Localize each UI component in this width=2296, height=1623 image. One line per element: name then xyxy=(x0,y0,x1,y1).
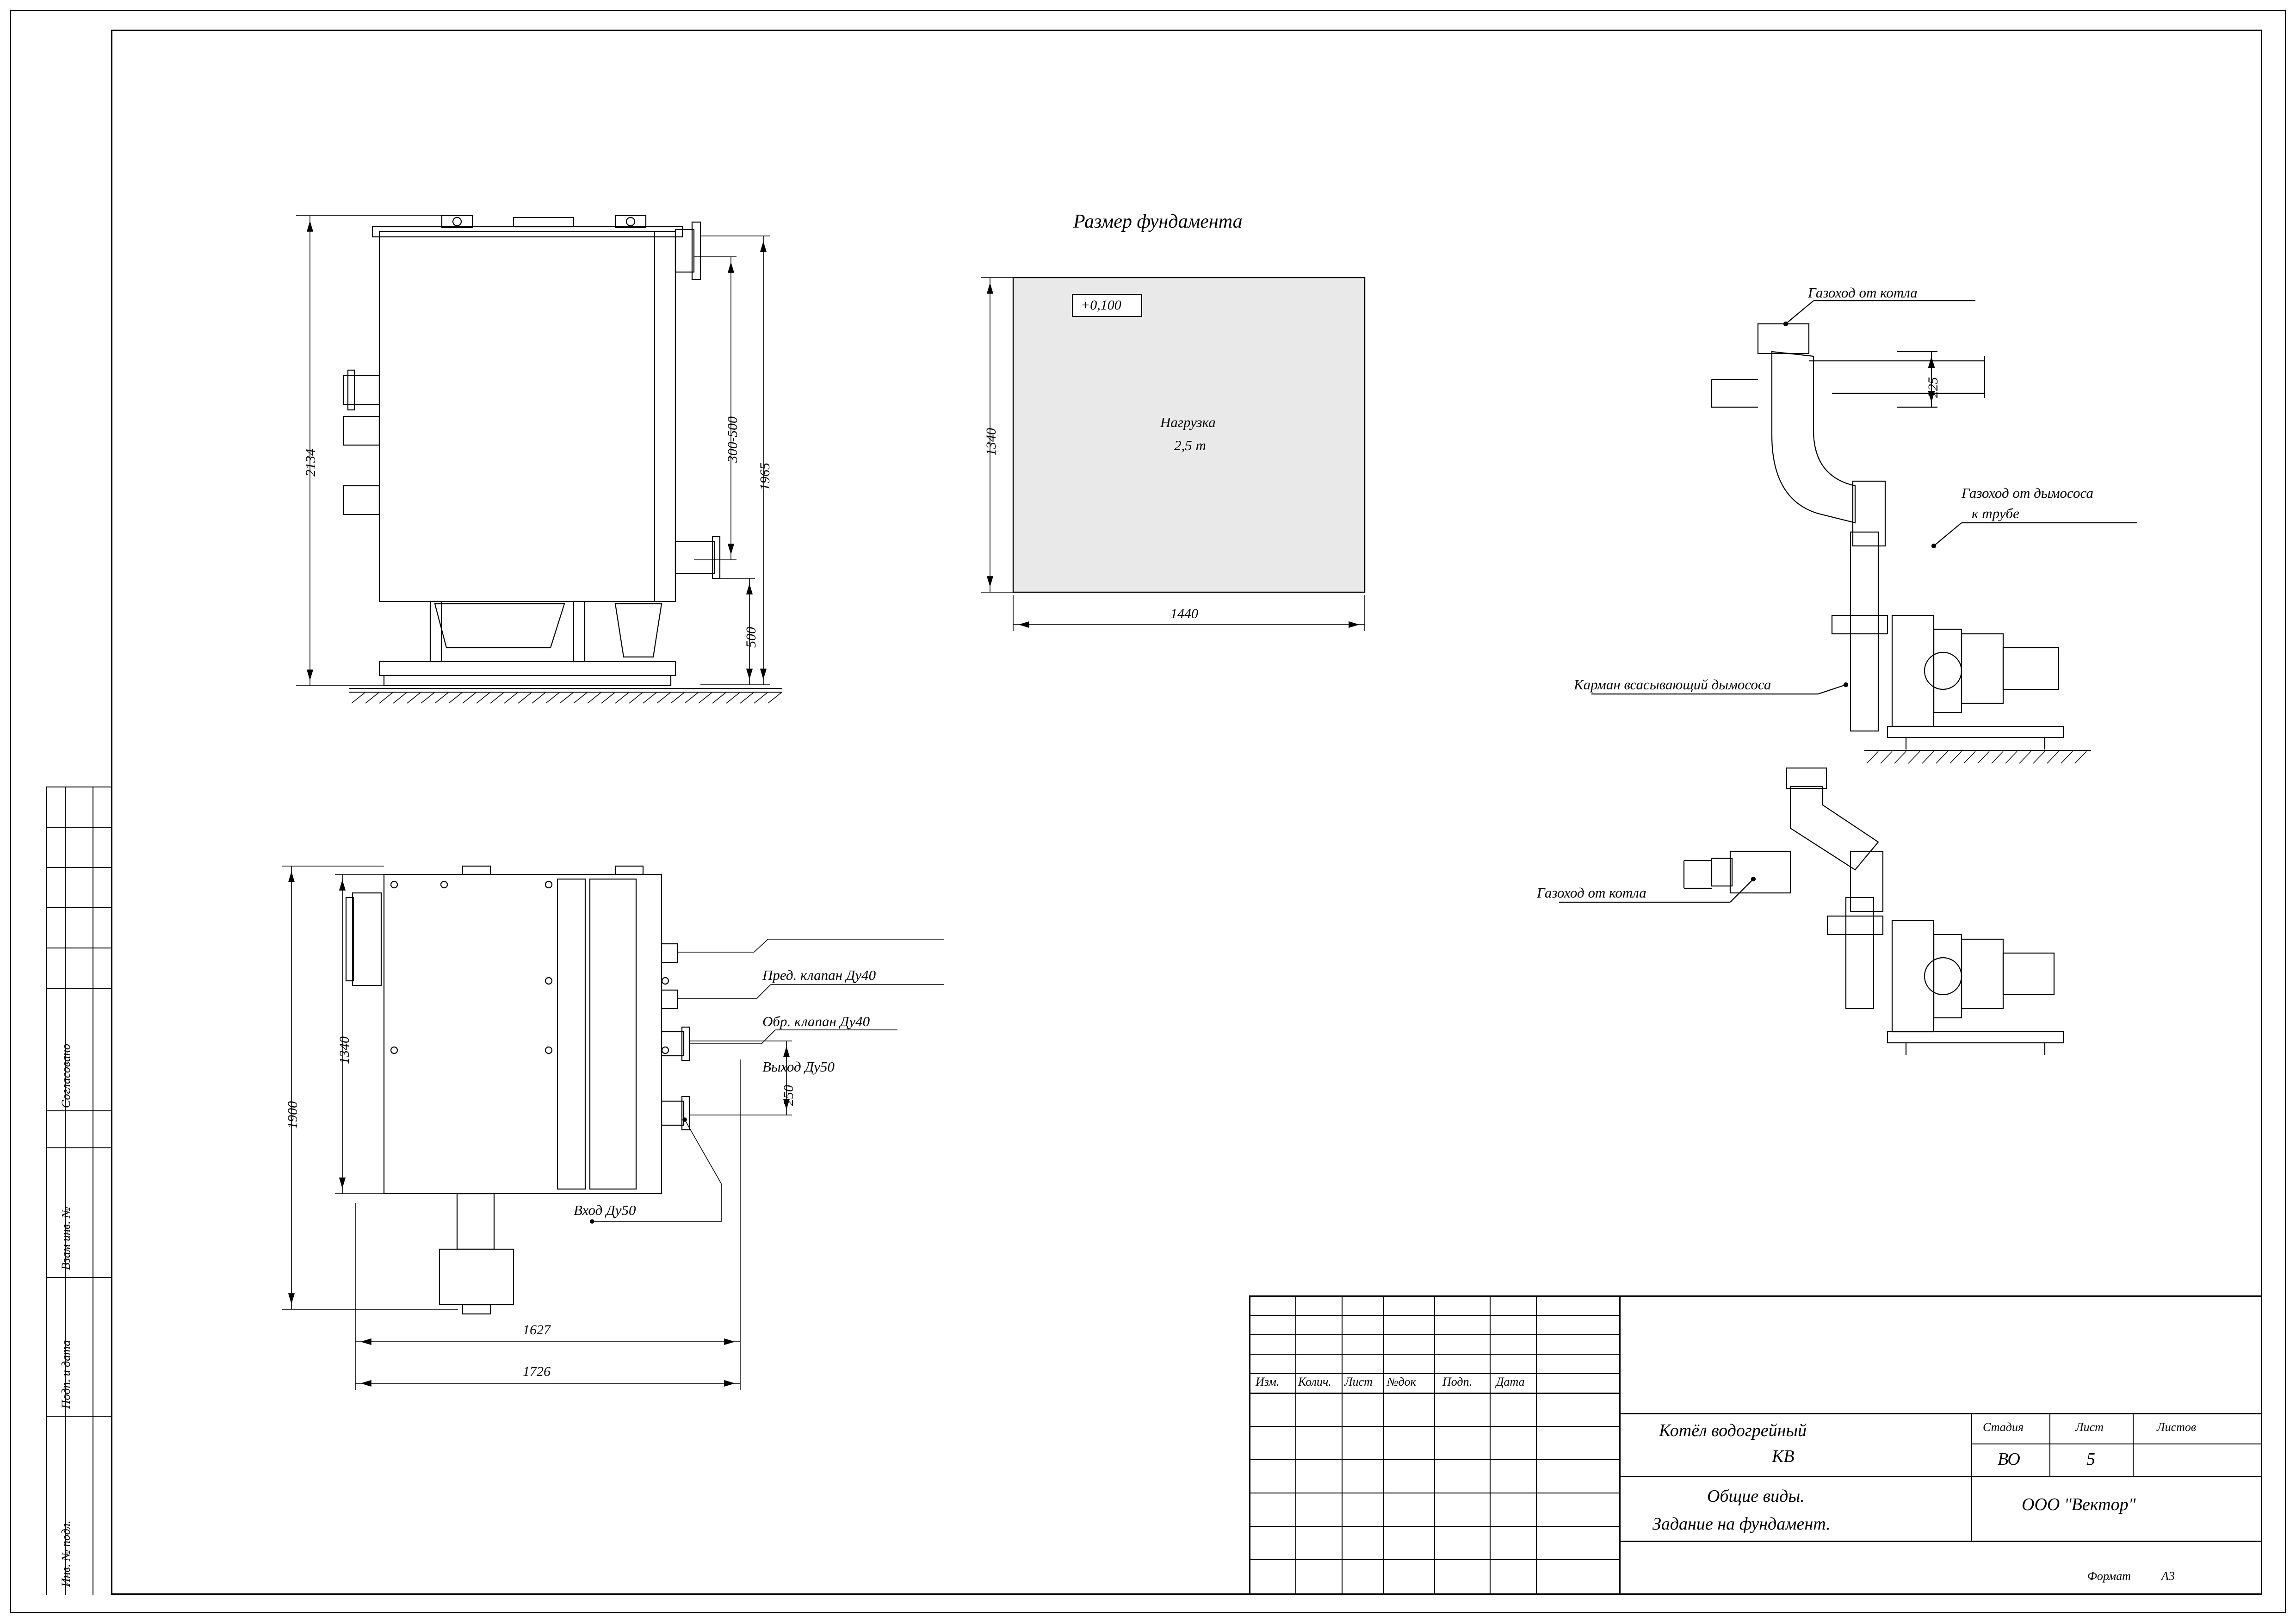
rev-grid-v2 xyxy=(1342,1295,1343,1593)
rev-header-data: Дата xyxy=(1496,1375,1525,1388)
tb-right-v3 xyxy=(2133,1413,2134,1476)
foundation-title: Размер фундамента xyxy=(1073,211,1243,232)
object-name-line2: КВ xyxy=(1772,1447,1795,1466)
front-dim-500: 500 xyxy=(743,627,759,648)
foundation-dim-1340: 1340 xyxy=(984,428,999,456)
foundation-dim-1440: 1440 xyxy=(1170,606,1198,621)
rev-grid-v1 xyxy=(1295,1295,1296,1593)
flue-dim-225: 225 xyxy=(1925,377,1941,398)
stage-value: ВО xyxy=(1998,1450,2020,1469)
rev-header-ndok: №док xyxy=(1387,1375,1416,1388)
rev-header-izm: Изм. xyxy=(1256,1375,1280,1388)
front-dim-2134: 2134 xyxy=(303,449,318,477)
callout-pred-klapan: Пред. клапан Ду40 xyxy=(762,967,876,983)
plan-dim-1900: 1900 xyxy=(285,1101,300,1129)
tb-right-h2 xyxy=(1619,1476,2262,1477)
sheets-header: Листов xyxy=(2157,1420,2197,1434)
sheet-value: 5 xyxy=(2086,1450,2095,1469)
rev-grid-v7 xyxy=(1619,1295,1621,1593)
tb-right-h-stage xyxy=(1971,1443,2262,1444)
foundation-elevation: +0,100 xyxy=(1081,297,1121,313)
rev-grid-v3 xyxy=(1383,1295,1384,1593)
plan-dim-1340: 1340 xyxy=(337,1036,352,1064)
title-block-bottom xyxy=(1249,1593,2262,1595)
doc-title-line1: Общие виды. xyxy=(1707,1487,1805,1506)
plan-dim-250: 250 xyxy=(781,1085,796,1106)
doc-title-line2: Задание на фундамент. xyxy=(1652,1514,1831,1534)
rev-grid-v5 xyxy=(1490,1295,1491,1593)
plan-dim-1726: 1726 xyxy=(523,1364,551,1379)
callout-flue-from-boiler-bottom: Газоход от котла xyxy=(1537,885,1646,901)
format-label: Формат xyxy=(2087,1569,2131,1583)
callout-flue-from-fan: Газоход от дымососа xyxy=(1962,485,2093,501)
rev-grid-v6 xyxy=(1536,1295,1537,1593)
foundation-load-label: Нагрузка xyxy=(1160,414,1216,430)
rev-grid-v4 xyxy=(1434,1295,1435,1593)
rev-header-kol: Колич. xyxy=(1298,1375,1331,1388)
tb-right-h1 xyxy=(1619,1413,2262,1414)
callout-obr-klapan: Обр. клапан Ду40 xyxy=(762,1013,870,1029)
callout-suction-pocket: Карман всасывающий дымососа xyxy=(1574,676,1771,693)
format-value: А3 xyxy=(2161,1569,2175,1583)
rev-header-list: Лист xyxy=(1344,1375,1373,1388)
rev-header-podp: Подп. xyxy=(1442,1375,1473,1388)
stage-header: Стадия xyxy=(1983,1420,2024,1434)
margin-label-podp: Подп. и дата xyxy=(59,1340,73,1409)
margin-label-inv: Инв. № подл. xyxy=(59,1520,73,1587)
sheet-header: Лист xyxy=(2075,1420,2104,1434)
tb-right-v2 xyxy=(2049,1413,2050,1476)
margin-label-soglasovano: Согласовано xyxy=(59,1044,73,1108)
callout-flue-from-boiler-top: Газоход от котла xyxy=(1808,285,1918,301)
company-name: ООО "Вектор" xyxy=(2022,1495,2136,1514)
front-dim-300-500: 300-500 xyxy=(725,416,740,463)
front-dim-1965: 1965 xyxy=(757,463,773,490)
tb-right-h3 xyxy=(1619,1541,2262,1542)
title-block-left xyxy=(1249,1295,1250,1593)
plan-dim-1627: 1627 xyxy=(523,1322,551,1338)
object-name-line1: Котёл водогрейный xyxy=(1659,1421,1807,1440)
title-block-top xyxy=(1249,1295,2262,1297)
foundation-load-value: 2,5 т xyxy=(1174,437,1206,453)
callout-flue-to-chimney: к трубе xyxy=(1972,505,2019,521)
tb-right-v1 xyxy=(1971,1413,1972,1541)
margin-label-vzam: Взам инв. № xyxy=(59,1207,73,1270)
callout-vhod-du50: Вход Ду50 xyxy=(574,1202,636,1218)
callout-vyhod-du50: Выход Ду50 xyxy=(762,1059,835,1075)
